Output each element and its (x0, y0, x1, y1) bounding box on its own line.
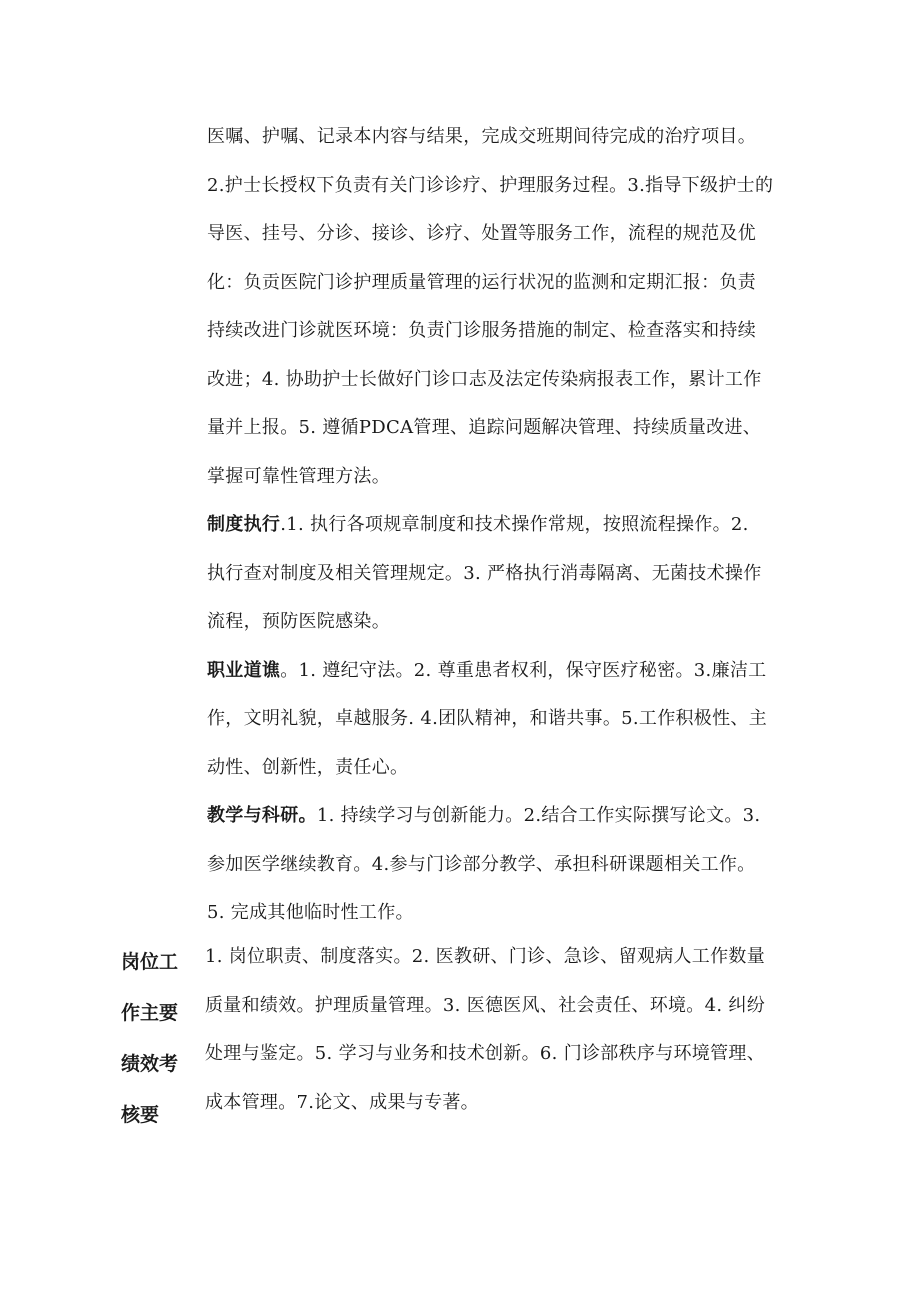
text-line: 医嘱、护嘱、记录本内容与结果，完成交班期间待完成的治疗项目。 (207, 126, 756, 147)
label-line: 作主要 (121, 1002, 179, 1024)
text-line: 质量和绩效。护理质量管理。3. 医德医风、社会责任、环境。4. 纠纷 (205, 994, 765, 1016)
system-execution-heading: 制度执行 (207, 514, 281, 535)
professional-ethics-line (207, 647, 812, 696)
text-line: 量并上报。5. 遵循PDCA管理、追踪问题解决管理、持续质量改进、 (207, 417, 762, 438)
teaching-research-heading: 教学与科研。 (207, 805, 317, 826)
text-line: 动性、创新性，责任心。 (207, 756, 409, 778)
text-line: 掌握可靠性管理方法。 (207, 465, 390, 487)
text-line: 2.护士长授权下负责有关门诊诊疗、护理服务过程。3.指导下级护士的 (207, 174, 774, 196)
text-segment: 1. 持续学习与创新能力。2.结合工作实际撰写论文。3. (316, 805, 761, 826)
text-line: 作，文明礼貌，卓越服务. 4.团队精神，和谐共事。5.工作积极性、主 (207, 708, 767, 729)
text-line: 化：负贡医院门诊护理质量管理的运行状况的监测和定期汇报：负责 (207, 271, 756, 293)
text-segment: 。1. 遵纪守法。2. 尊重患者权利，保守医疗秘密。3.廉洁工 (280, 659, 767, 681)
label-line: 核要 (121, 1104, 160, 1126)
text-line: 流程，预防医院感染。 (207, 611, 390, 632)
label-line: 绩效考 (121, 1053, 179, 1075)
text-line: 持续改进门诊就医环境：负责门诊服务措施的制定、检查落实和持续 (207, 320, 756, 341)
text-line: 成本管理。7.论文、成果与专著。 (205, 1091, 479, 1113)
text-line: 导医、挂号、分诊、接诊、诊疗、处置等服务工作，流程的规范及优 (207, 223, 756, 244)
text-line: 执行查对制度及相关管理规定。3. 严格执行消毒隔离、无菌技术操作 (207, 562, 762, 584)
system-execution-line (207, 501, 812, 550)
text-segment: .1. 执行各项规章制度和技术操作常规，按照流程操作。2. (280, 514, 749, 535)
text-line: 5. 完成其他临时性工作。 (207, 902, 414, 923)
kpi-text (205, 933, 810, 1127)
text-line: 参加医学继续教育。4.参与门诊部分教学、承担科研课题相关工作。 (207, 853, 756, 875)
label-line: 岗位工 (121, 951, 179, 973)
text-line: 改进；4. 协助护士长做好门诊口志及法定传染病报表工作，累计工作 (207, 368, 762, 390)
job-duties-text (207, 113, 812, 938)
text-line: 处理与鉴定。5. 学习与业务和技术创新。6. 门诊部秩序与环境管理、 (205, 1043, 765, 1064)
kpi-section-label (121, 937, 191, 1141)
teaching-research-line (207, 792, 812, 841)
professional-ethics-heading: 职业道谯 (207, 659, 281, 681)
text-line: 1. 岗位职责、制度落实。2. 医教研、门诊、急诊、留观病人工作数量 (205, 946, 765, 967)
